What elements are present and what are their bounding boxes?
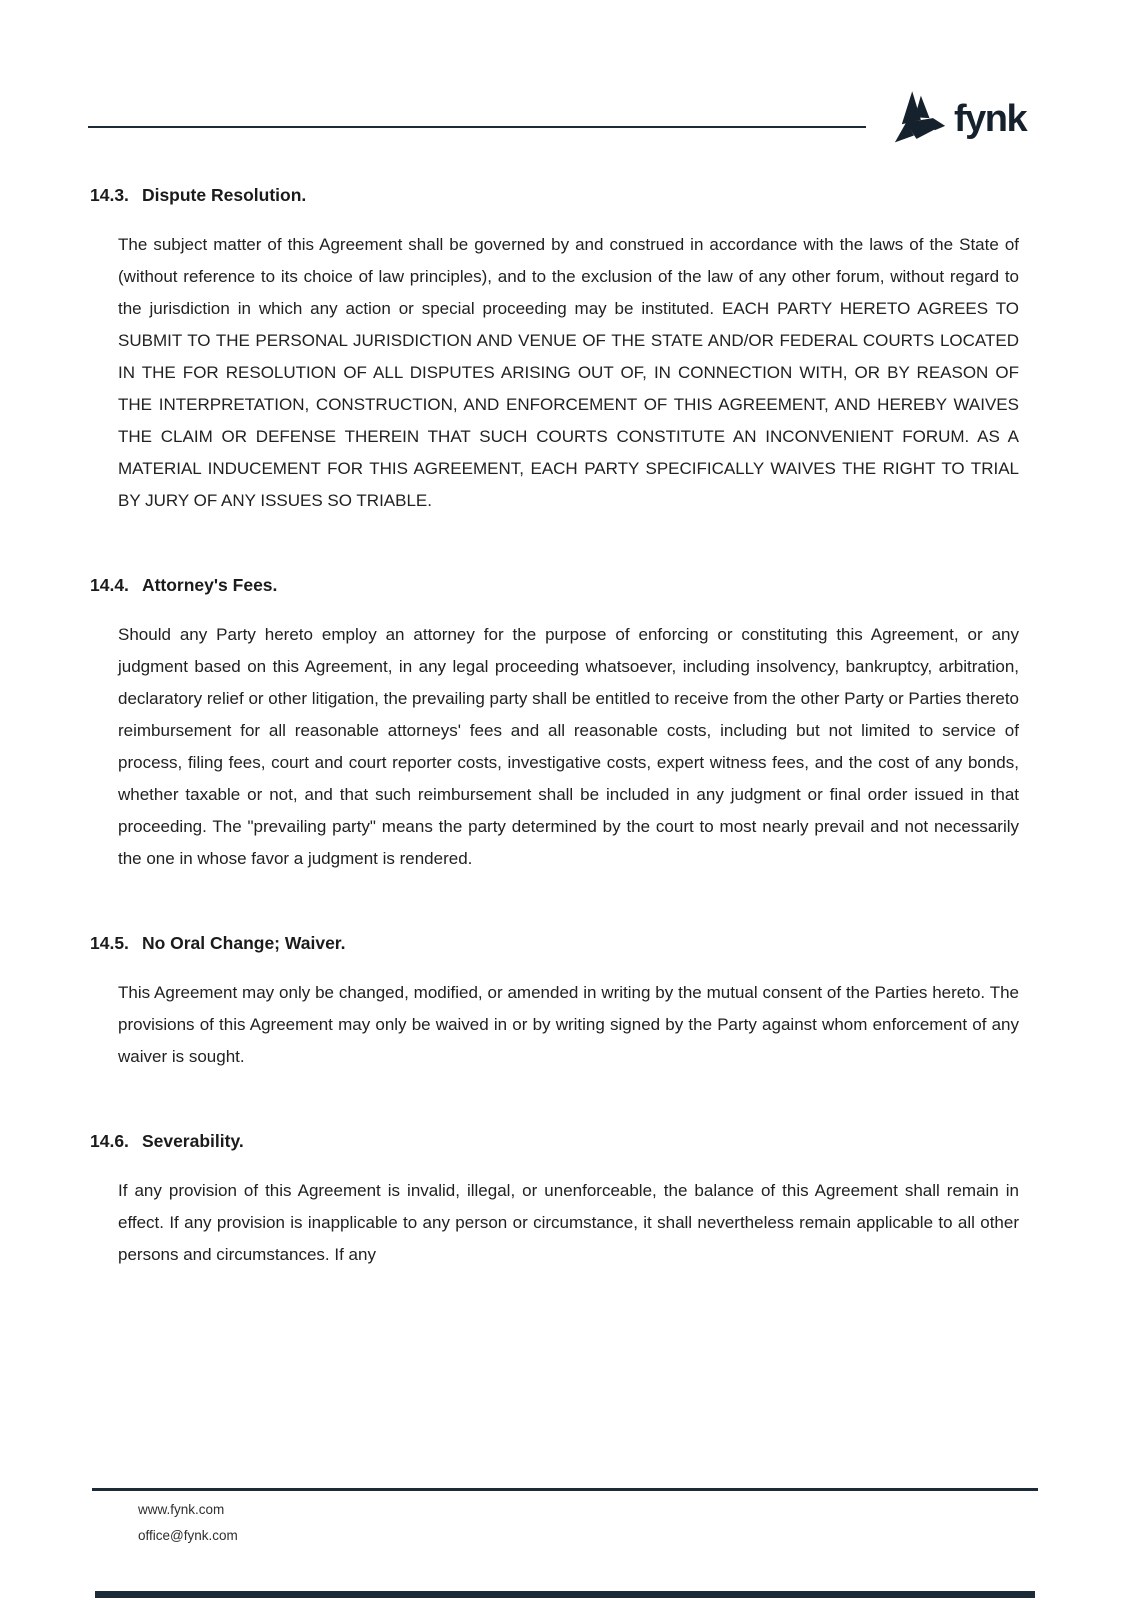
- document-body: [90, 183, 1022, 1271]
- section-heading-14-3: [90, 183, 1022, 207]
- section-paragraph-14-3: The subject matter of this Agreement shall be governed by and construed in accordance with the laws of the State of (without reference to its choice of law principles), and to the exclusion of the law of any other forum, without regard to the jurisdiction in which any action or special proceeding may be instituted. EACH PARTY HERETO AGREES TO SUBMIT TO THE PERSONAL JURISDICTION AND VENUE OF THE STATE AND/OR FEDERAL COURTS LOCATED IN THE FOR RESOLUTION OF ALL DISPUTES ARISING OUT OF, IN CONNECTION WITH, OR BY REASON OF THE INTERPRETATION, CONSTRUCTION, AND ENFORCEMENT OF THIS AGREEMENT, AND HEREBY WAIVES THE CLAIM OR DEFENSE THEREIN THAT SUCH COURTS CONSTITUTE AN INCONVENIENT FORUM. AS A MATERIAL INDUCEMENT FOR THIS AGREEMENT, EACH PARTY SPECIFICALLY WAIVES THE RIGHT TO TRIAL BY JURY OF ANY ISSUES SO TRIABLE.: [118, 235, 1019, 510]
- footer-rule: [92, 1488, 1038, 1491]
- section-heading-14-4: [90, 573, 1022, 597]
- section-paragraph-14-6: If any provision of this Agreement is invalid, illegal, or unenforceable, the balance of this Agreement shall remain in effect. If any provision is inapplicable to any person or circumstance, it shall nevertheless remain applicable to all other persons and circumstances. If any: [118, 1181, 1019, 1264]
- section-number: 14.6.: [90, 1131, 129, 1151]
- bottom-bar: [95, 1591, 1035, 1598]
- section-title: No Oral Change; Waiver.: [141, 933, 346, 953]
- origami-crane-icon: [894, 90, 946, 148]
- footer-email: office@fynk.com: [138, 1528, 238, 1543]
- section-title: Severability.: [141, 1131, 244, 1151]
- footer-contact: [138, 1497, 238, 1549]
- section-heading-14-5: [90, 931, 1022, 955]
- section-number: 14.3.: [90, 185, 129, 205]
- header-rule: [88, 126, 866, 128]
- footer-website: www.fynk.com: [138, 1502, 225, 1517]
- section-heading-14-6: [90, 1129, 1022, 1153]
- section-title: Dispute Resolution.: [141, 185, 307, 205]
- section-title: Attorney's Fees.: [141, 575, 278, 595]
- section-paragraph-14-5: This Agreement may only be changed, modified, or amended in writing by the mutual consent of the Parties hereto. The provisions of this Agreement may only be waived in or by writing signed by the Party against whom enforcement of any waiver is sought.: [118, 983, 1019, 1066]
- fynk-logo: [894, 90, 1026, 148]
- section-paragraph-14-4: Should any Party hereto employ an attorney for the purpose of enforcing or constituting this Agreement, or any judgment based on this Agreement, in any legal proceeding whatsoever, including insolvency, bankruptcy, arbitration, declaratory relief or other litigation, the prevailing party shall be entitled to receive from the other Party or Parties thereto reimbursement for all reasonable attorneys' fees and all reasonable costs, including but not limited to service of process, filing fees, court and court reporter costs, investigative costs, expert witness fees, and the cost of any bonds, whether taxable or not, and that such reimbursement shall be included in any judgment or final order issued in that proceeding. The "prevailing party" means the party determined by the court to most nearly prevail and not necessarily the one in whose favor a judgment is rendered.: [118, 625, 1019, 868]
- section-number: 14.4.: [90, 575, 129, 595]
- section-number: 14.5.: [90, 933, 129, 953]
- logo-wordmark: fynk: [954, 98, 1027, 140]
